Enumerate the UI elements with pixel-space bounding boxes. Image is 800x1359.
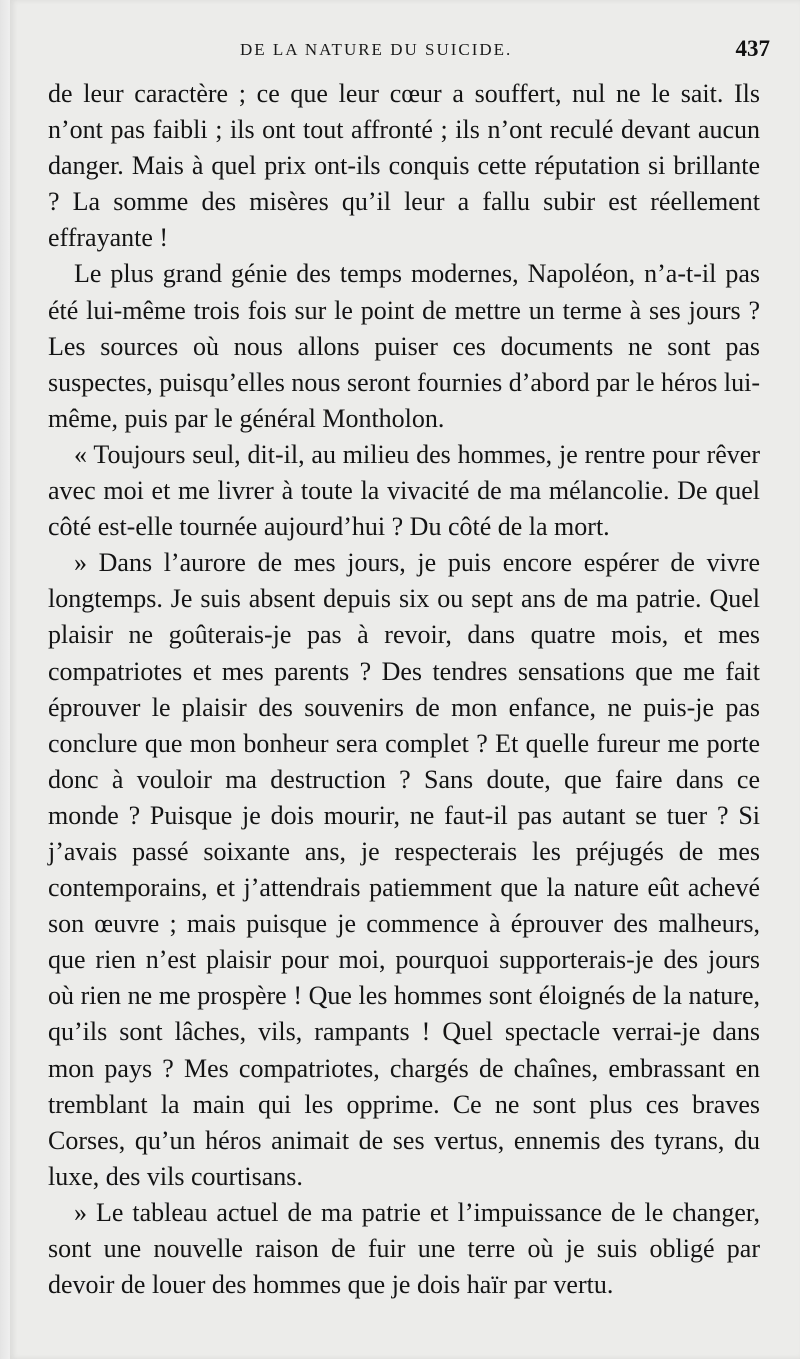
paragraph-quote: » Le tableau actuel de ma patrie et l’impuissance de le changer, sont une nouvelle raison de fuir une terre où je suis obligé par devoir de louer des hommes que je dois haïr par vertu. — [48, 1197, 760, 1300]
page-header — [10, 38, 800, 68]
page-edge — [0, 0, 10, 1359]
paragraph-continued: de leur caractère ; ce que leur cœur a souffert, nul ne le sait. Ils n’ont pas faibli ; ils ont tout affronté ; ils n’ont reculé devant aucun danger. Mais à quel prix ont-ils conquis cette réputation si brillante ? La somme des misères qu’il leur a fallu subir est réellement effrayante ! — [48, 79, 760, 253]
page-number: 437 — [735, 36, 770, 61]
paragraph: Le plus grand génie des temps modernes, Napoléon, n’a-t-il pas été lui-même trois fois sur le point de mettre un terme à ses jours ? Les sources où nous allons puiser ces documents ne sont pas suspectes, puisqu’elles nous seront fournies d’abord par le héros lui-même, puis par le général Montholon. — [48, 259, 760, 433]
running-title: DE LA NATURE DU SUICIDE. — [240, 40, 513, 59]
book-page — [10, 0, 800, 1359]
body-text — [48, 76, 760, 1303]
paragraph-quote-start: « Toujours seul, dit-il, au milieu des hommes, je rentre pour rêver avec moi et me livrer à toute la vivacité de ma mélancolie. De quel côté est-elle tournée aujourd’hui ? Du côté de la mort. — [48, 439, 760, 542]
paragraph-quote: » Dans l’aurore de mes jours, je puis encore espérer de vivre longtemps. Je suis absent depuis six ou sept ans de ma patrie. Quel plaisir ne goûterais-je pas à revoir, dans quatre mois, et mes compatriotes et mes parents ? Des tendres sensations que me fait éprouver le plaisir des souvenirs de mon enfance, ne puis-je pas conclure que mon bonheur sera complet ? Et quelle fureur me porte donc à vouloir ma destruction ? Sans doute, que faire dans ce monde ? Puisque je dois mourir, ne faut-il pas autant se tuer ? Si j’avais passé soixante ans, je respecterais les préjugés de mes contemporains, et j’attendrais patiemment que la nature eût achevé son œuvre ; mais puisque je commence à éprouver des malheurs, que rien n’est plaisir pour moi, pourquoi supporterais-je des jours où rien ne me prospère ! Que les hommes sont éloignés de la nature, qu’ils sont lâches, vils, rampants ! Quel spectacle verrai-je dans mon pays ? Mes compatriotes, chargés de chaînes, embrassant en tremblant la main qui les opprime. Ce ne sont plus ces braves Corses, qu’un héros animait de ses vertus, ennemis des tyrans, du luxe, des vils courtisans. — [48, 548, 760, 1191]
